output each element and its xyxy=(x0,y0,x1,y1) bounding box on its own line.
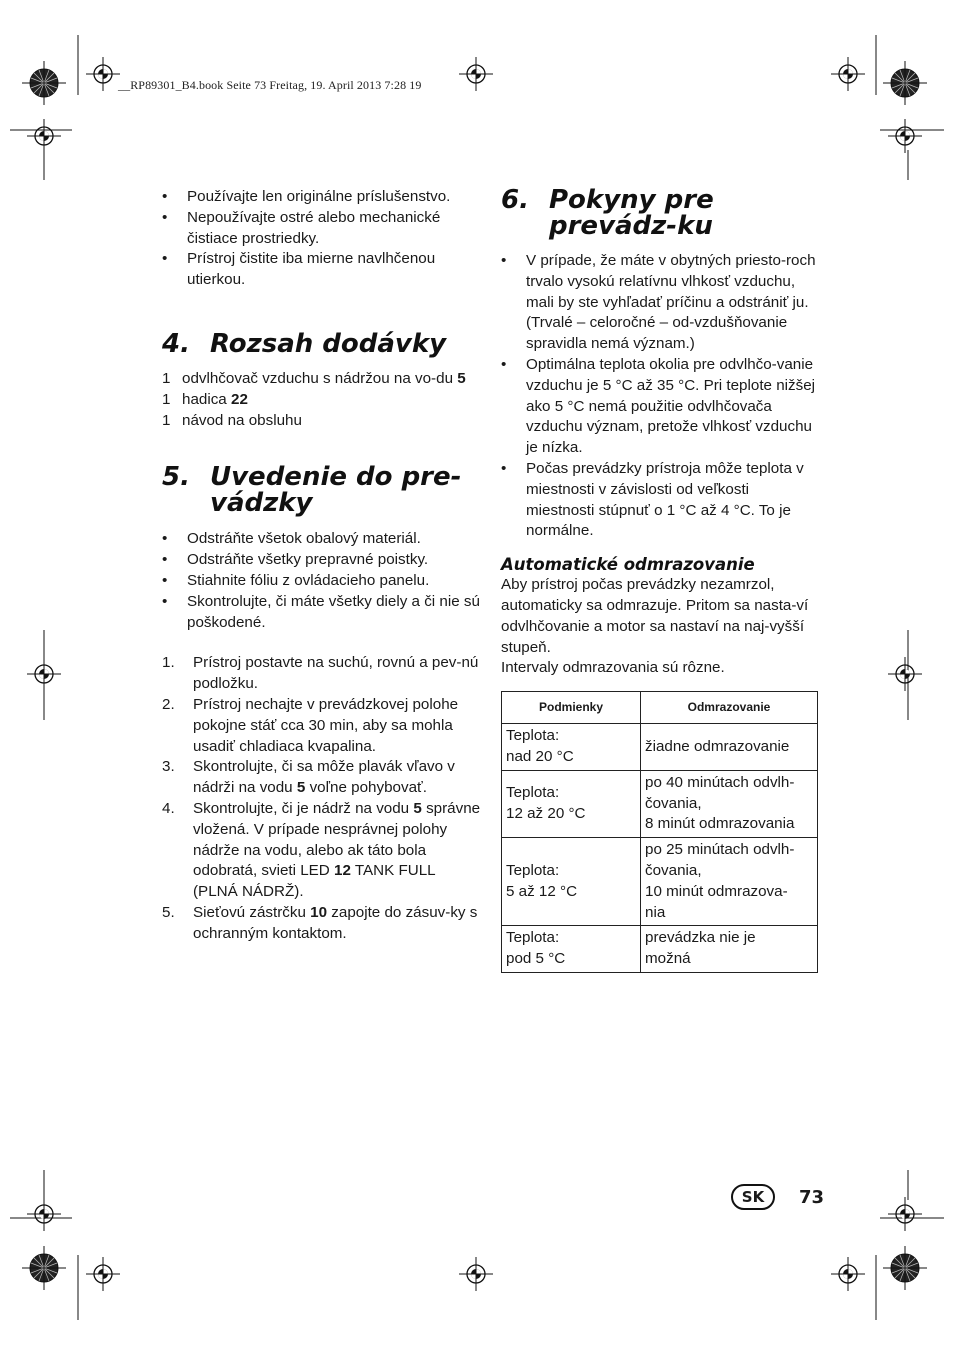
step-text: Skontrolujte, či je nádrž na vodu xyxy=(193,799,410,817)
condition-cell xyxy=(502,838,641,926)
column-header-conditions: Podmienky xyxy=(502,692,641,724)
defrost-paragraph: Aby prístroj počas prevádzky nezamrzol, automaticky sa odmrazuje. Pritom sa nasta-ví odvlhčovanie a motor sa nastaví na naj-vyšší stupeň. xyxy=(501,576,809,656)
item-qty: 1 xyxy=(162,369,171,387)
step-ref-number: 5 xyxy=(413,799,422,817)
list-item: • Používajte len originálne príslušenstvo. xyxy=(162,187,482,208)
section-5-heading xyxy=(162,462,482,519)
item-text: návod na obsluhu xyxy=(182,411,302,429)
cell-line: po 40 minútach odvlh- xyxy=(645,773,795,791)
condition-cell xyxy=(502,770,641,837)
setup-bullet-list xyxy=(162,529,482,633)
defrost-intervals-note: Intervaly odmrazovania sú rôzne. xyxy=(501,659,725,677)
left-column xyxy=(162,187,482,945)
action-cell xyxy=(641,770,818,837)
list-item: • Optimálna teplota okolia pre odvlhčo-vanie vzduchu je 5 °C až 35 °C. Pri teplote nižšej ako 5 °C nemá použitie odvlhčovača vzduchu význam, pretože vlhkosť vzduchu je nízka. xyxy=(501,355,821,459)
action-cell xyxy=(641,838,818,926)
cell-line: pod 5 °C xyxy=(506,950,566,968)
list-item: • Odstráňte všetky prepravné poistky. xyxy=(162,550,482,571)
item-text: hadica xyxy=(182,390,227,408)
action-cell xyxy=(641,724,818,771)
step-item xyxy=(162,903,482,945)
cell-line: nad 20 °C xyxy=(506,747,574,765)
item-text: odvlhčovač vzduchu s nádržou na vo-du xyxy=(182,369,454,387)
cell-line: čovania, xyxy=(645,861,702,879)
cell-line: Teplota: xyxy=(506,929,560,947)
cell-line: 12 až 20 °C xyxy=(506,804,586,822)
table-header-row xyxy=(502,692,818,724)
cell-line: Teplota: xyxy=(506,784,560,802)
condition-cell xyxy=(502,724,641,771)
list-item: • Stiahnite fóliu z ovládacieho panelu. xyxy=(162,571,482,592)
step-number: 1. xyxy=(162,654,175,672)
step-text-cont: TANK FULL (PLNÁ NÁDRŽ). xyxy=(193,862,436,901)
cell-line: 5 až 12 °C xyxy=(506,882,578,900)
cell-line: 10 minút odmrazova- xyxy=(645,882,788,900)
table-row xyxy=(502,724,818,771)
section-number: 5. xyxy=(162,462,190,493)
list-item xyxy=(162,411,482,432)
item-ref-number: 5 xyxy=(457,369,466,387)
cell-line: možná xyxy=(645,950,691,968)
list-item xyxy=(162,369,482,390)
column-header-defrosting: Odmrazovanie xyxy=(641,692,818,724)
item-ref-number: 22 xyxy=(231,390,248,408)
list-item: • V prípade, že máte v obytných priesto-roch trvalo vysokú relatívnu vlhkosť vzduchu, mali by ste vyhľadať príčinu a odstrániť ju. (Trvalé – celoročné – od-vzdušňovanie spravidla nemá význam.) xyxy=(501,251,821,355)
cell-line: 8 minút odmrazovania xyxy=(645,815,795,833)
step-text: Sieťovú zástrčku xyxy=(193,903,306,921)
step-item xyxy=(162,653,482,695)
care-bullet-list xyxy=(162,187,482,291)
step-number: 2. xyxy=(162,695,175,713)
section-4-heading xyxy=(162,328,482,359)
print-header: __RP89301_B4.book Seite 73 Freitag, 19. April 2013 7:28 19 xyxy=(118,78,422,92)
step-ref-number: 10 xyxy=(310,903,328,921)
right-column xyxy=(501,187,821,973)
defrost-subheading: Automatické odmrazovanie xyxy=(501,555,755,575)
step-number: 3. xyxy=(162,758,175,776)
cell-line: prevádzka nie je xyxy=(645,929,756,947)
operation-bullet-list xyxy=(501,251,821,542)
item-qty: 1 xyxy=(162,411,171,429)
cell-line: Teplota: xyxy=(506,861,560,879)
step-text-cont: správne vložená. V prípade nesprávnej polohy nádrže na vodu, alebo ak táto bola odobratá, svieti LED xyxy=(193,799,481,880)
step-text: Skontrolujte, či sa môže plavák vľavo v nádrži na vodu xyxy=(193,758,455,797)
list-item: • Nepoužívajte ostré alebo mechanické čistiace prostriedky. xyxy=(162,208,482,250)
list-item: • Prístroj čistite iba mierne navlhčenou utierkou. xyxy=(162,249,482,291)
list-item: • Odstráňte všetok obalový materiál. xyxy=(162,529,482,550)
table-row xyxy=(502,770,818,837)
language-badge: SK xyxy=(731,1184,775,1210)
list-item: • Počas prevádzky prístroja môže teplota v miestnosti v závislosti od veľkosti miestnosti stúpnuť o 1 °C až 4 °C. To je normálne. xyxy=(501,459,821,542)
step-item xyxy=(162,757,482,799)
defrost-table xyxy=(501,691,818,973)
step-item xyxy=(162,799,482,903)
section-6-heading xyxy=(501,187,821,239)
section-number: 6. xyxy=(501,185,529,215)
step-text: Prístroj postavte na suchú, rovnú a pev-nú podložku. xyxy=(193,654,479,693)
step-number: 4. xyxy=(162,799,175,817)
item-qty: 1 xyxy=(162,390,171,408)
table-row xyxy=(502,838,818,926)
section-title: Pokyny pre prevádz-ku xyxy=(549,185,714,241)
condition-cell xyxy=(502,926,641,973)
section-number: 4. xyxy=(162,328,190,359)
cell-line: Teplota: xyxy=(506,727,560,745)
cell-line: po 25 minútach odvlh- xyxy=(645,841,795,859)
setup-steps-list xyxy=(162,653,482,944)
cell-line: čovania, xyxy=(645,794,702,812)
section-title: Rozsah dodávky xyxy=(210,328,447,359)
list-item: • Skontrolujte, či máte všetky diely a či nie sú poškodené. xyxy=(162,592,482,634)
step-item xyxy=(162,695,482,757)
list-item xyxy=(162,390,482,411)
cell-line: nia xyxy=(645,903,666,921)
step-ref-number: 12 xyxy=(334,862,351,880)
page-number: 73 xyxy=(799,1186,825,1208)
step-text-cont: zapojte do zásuv-ky s ochranným kontaktom. xyxy=(193,903,478,942)
table-row xyxy=(502,926,818,973)
step-text-cont: voľne pohybovať. xyxy=(309,779,427,797)
step-ref-number: 5 xyxy=(296,779,306,797)
step-number: 5. xyxy=(162,903,175,921)
action-cell xyxy=(641,926,818,973)
section-title: Uvedenie do pre-vádzky xyxy=(210,462,462,519)
step-text: Prístroj nechajte v prevádzkovej polohe pokojne stáť cca 30 min, aby sa mohla usadiť chladiaca kvapalina. xyxy=(193,695,459,755)
page-footer xyxy=(731,1183,824,1211)
delivery-contents-list xyxy=(162,369,482,431)
cell-line: žiadne odmrazovanie xyxy=(645,737,790,755)
